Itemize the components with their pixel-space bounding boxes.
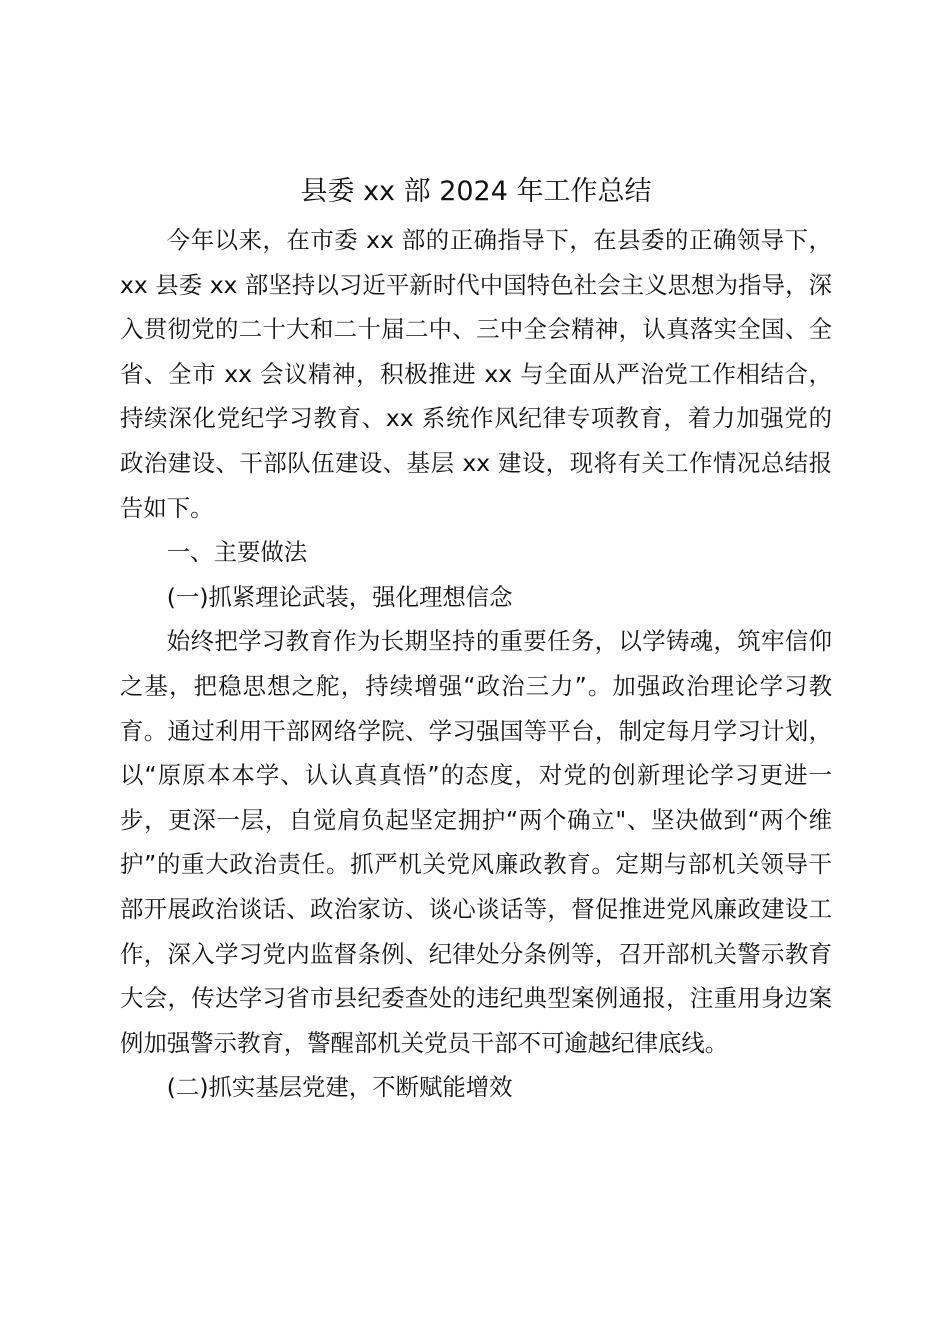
subsection-heading-theory: (一)抓紧理论武装，强化理想信念 xyxy=(166,582,513,611)
document-page xyxy=(120,170,832,1110)
subsection-body-theory: 始终把学习教育作为长期坚持的重要任务，以学铸魂，筑牢信仰之基，把稳思想之舵，持续增强“政治三力”。加强政治理论学习教育。通过利用干部网络学院、学习强国等平台，制定每月学习计划，以“原原本本学、认认真真悟”的态度，对党的创新理论学习更进一步，更深一层，自觉肩负起坚定拥护“两个确立"、坚决做到“两个维护”的重大政治责任。抓严机关党风廉政教育。定期与部机关领导干部开展政治谈话、政治家访、谈心谈话等，督促推进党风廉政建设工作，深入学习党内监督条例、纪律处分条例等，召开部机关警示教育大会，传达学习省市县纪委查处的违纪典型案例通报，注重用身边案例加强警示教育，警醒部机关党员干部不可逾越纪律底线。 xyxy=(120,627,832,1057)
intro-paragraph: 今年以来，在市委 xx 部的正确指导下，在县委的正确领导下，xx 县委 xx 部坚持以习近平新时代中国特色社会主义思想为指导，深入贯彻党的二十大和二十届二中、三中全会精神，认真落实全国、全省、全市 xx 会议精神，积极推进 xx 与全面从严治党工作相结合，持续深化党纪学习教育、xx 系统作风纪律专项教育，着力加强党的政治建设、干部队伍建设、基层 xx 建设，现将有关工作情况总结报告如下。 xyxy=(120,226,832,522)
document-title: 县委 xx 部 2024 年工作总结 xyxy=(300,176,652,207)
section-heading-main-practices: 一、主要做法 xyxy=(166,538,308,567)
subsection-heading-grassroots: (二)抓实基层党建，不断赋能增效 xyxy=(166,1073,513,1102)
